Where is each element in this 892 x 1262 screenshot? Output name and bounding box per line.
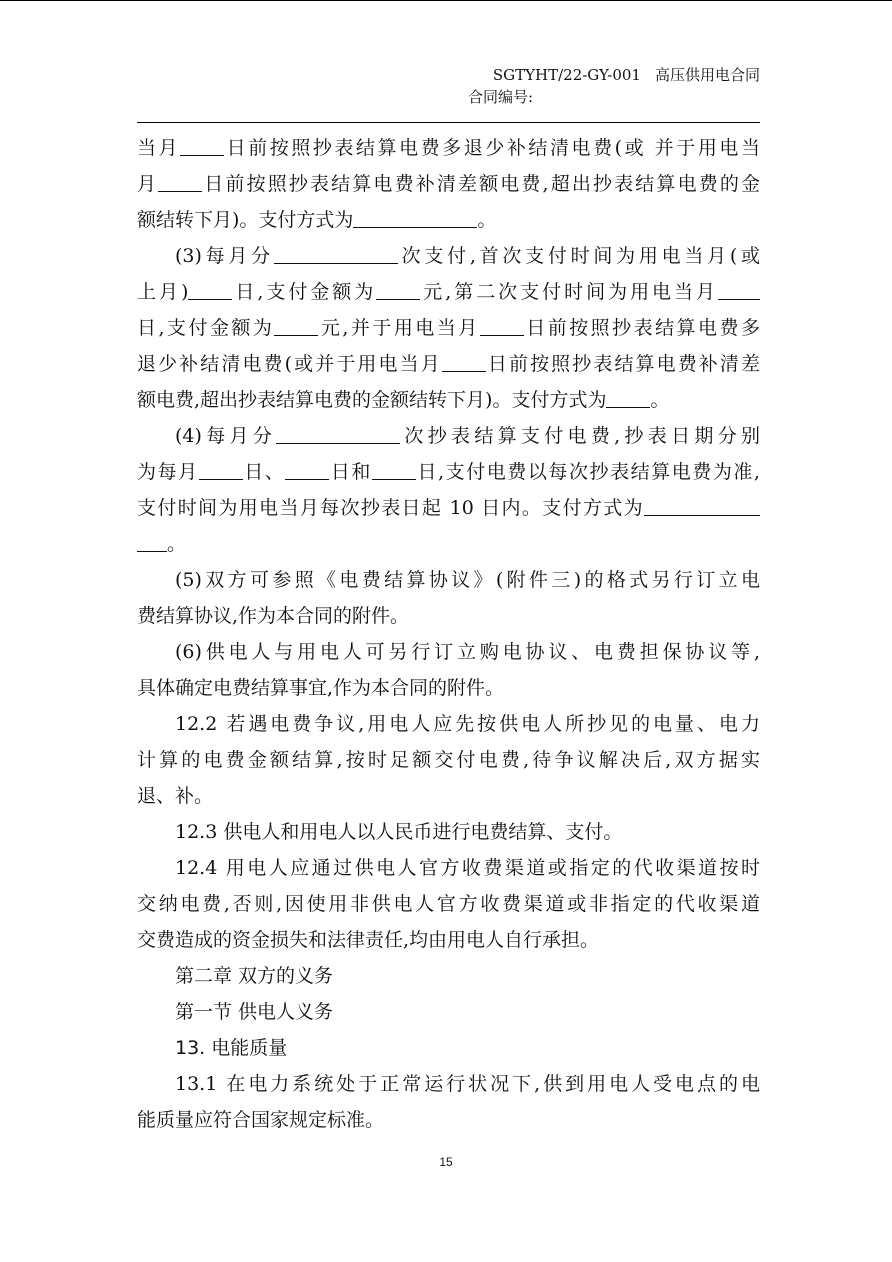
fill-blank — [276, 423, 400, 444]
fill-blank — [442, 351, 486, 372]
fill-blank — [274, 243, 398, 264]
text-line: 12.2 若遇电费争议,用电人应先按供电人所抄见的电量、电力 — [175, 713, 760, 735]
text-line: 退少补结清电费(或并于用电当月 日前按照抄表结算电费补清差 — [137, 353, 760, 375]
contract-number-label: 合同编号: — [468, 88, 534, 106]
fill-blank — [718, 279, 760, 300]
text-line: 退、补。 — [137, 785, 214, 807]
text-line: (3)每月分 次支付,首次支付时间为用电当月(或 — [175, 245, 760, 267]
chapter-heading: 第二章 双方的义务 — [175, 965, 334, 987]
fill-blank — [188, 279, 232, 300]
fill-blank — [137, 531, 167, 552]
header-rule — [137, 122, 760, 123]
section-heading: 第一节 供电人义务 — [175, 1001, 334, 1023]
text-line: 12.3 供电人和用电人以人民币进行电费结算、支付。 — [175, 821, 623, 843]
text-line: 。 — [137, 526, 760, 562]
page-number: 15 — [439, 1155, 453, 1169]
text-line: 具体确定电费结算事宜,作为本合同的附件。 — [137, 677, 505, 699]
text-line: (4)每月分 次抄表结算支付电费,抄表日期分别 — [175, 425, 760, 447]
text-line: (5)双方可参照《电费结算协议》(附件三)的格式另行订立电 — [175, 569, 760, 591]
text-line: 为每月 日、 日和 日,支付电费以每次抄表结算电费为准, — [137, 461, 760, 483]
clause-heading: 13. 电能质量 — [175, 1037, 288, 1059]
text-line: 计算的电费金额结算,按时足额交付电费,待争议解决后,双方据实 — [137, 749, 760, 771]
text-line: 交费造成的资金损失和法律责任,均由用电人自行承担。 — [137, 929, 600, 951]
fill-blank — [480, 315, 524, 336]
text-line: 13.1 在电力系统处于正常运行状况下,供到用电人受电点的电 — [175, 1073, 760, 1095]
text-line: 额电费,超出抄表结算电费的金额结转下月)。支付方式为 。 — [137, 389, 670, 411]
fill-blank — [274, 315, 318, 336]
text-line: 12.4 用电人应通过供电人官方收费渠道或指定的代收渠道按时 — [175, 857, 760, 879]
text-line: 额结转下月)。支付方式为 。 — [137, 209, 497, 231]
fill-blank — [644, 495, 760, 516]
text-line: 费结算协议,作为本合同的附件。 — [137, 605, 410, 627]
fill-blank — [353, 207, 477, 228]
header-code-line — [430, 64, 760, 86]
text-line: 支付时间为用电当月每次抄表日起 10 日内。支付方式为 — [137, 490, 760, 526]
doc-code: SGTYHT/22-GY-001 — [492, 66, 641, 84]
fill-blank — [606, 387, 650, 408]
text-line: 日,支付金额为 元,并于用电当月 日前按照抄表结算电费多 — [137, 317, 760, 339]
top-border — [0, 0, 892, 1]
fill-blank — [376, 279, 420, 300]
fill-blank — [372, 459, 416, 480]
fill-blank — [158, 171, 202, 192]
text-line: 交纳电费,否则,因使用非供电人官方收费渠道或非指定的代收渠道 — [137, 893, 760, 915]
text-line: 月 日前按照抄表结算电费补清差额电费,超出抄表结算电费的金 — [137, 173, 760, 195]
fill-blank — [199, 459, 243, 480]
text-line: 当月 日前按照抄表结算电费多退少补结清电费(或 并于用电当 — [137, 137, 760, 159]
page-header — [430, 64, 760, 108]
fill-blank — [180, 135, 224, 156]
text-line: 上月) 日,支付金额为 元,第二次支付时间为用电当月 — [137, 274, 760, 310]
text-line: (6)供电人与用电人可另行订立购电协议、电费担保协议等, — [175, 641, 760, 663]
document-body — [137, 130, 760, 1138]
text-line: 能质量应符合国家规定标准。 — [137, 1109, 385, 1131]
doc-title: 高压供用电合同 — [654, 66, 760, 84]
fill-blank — [285, 459, 329, 480]
